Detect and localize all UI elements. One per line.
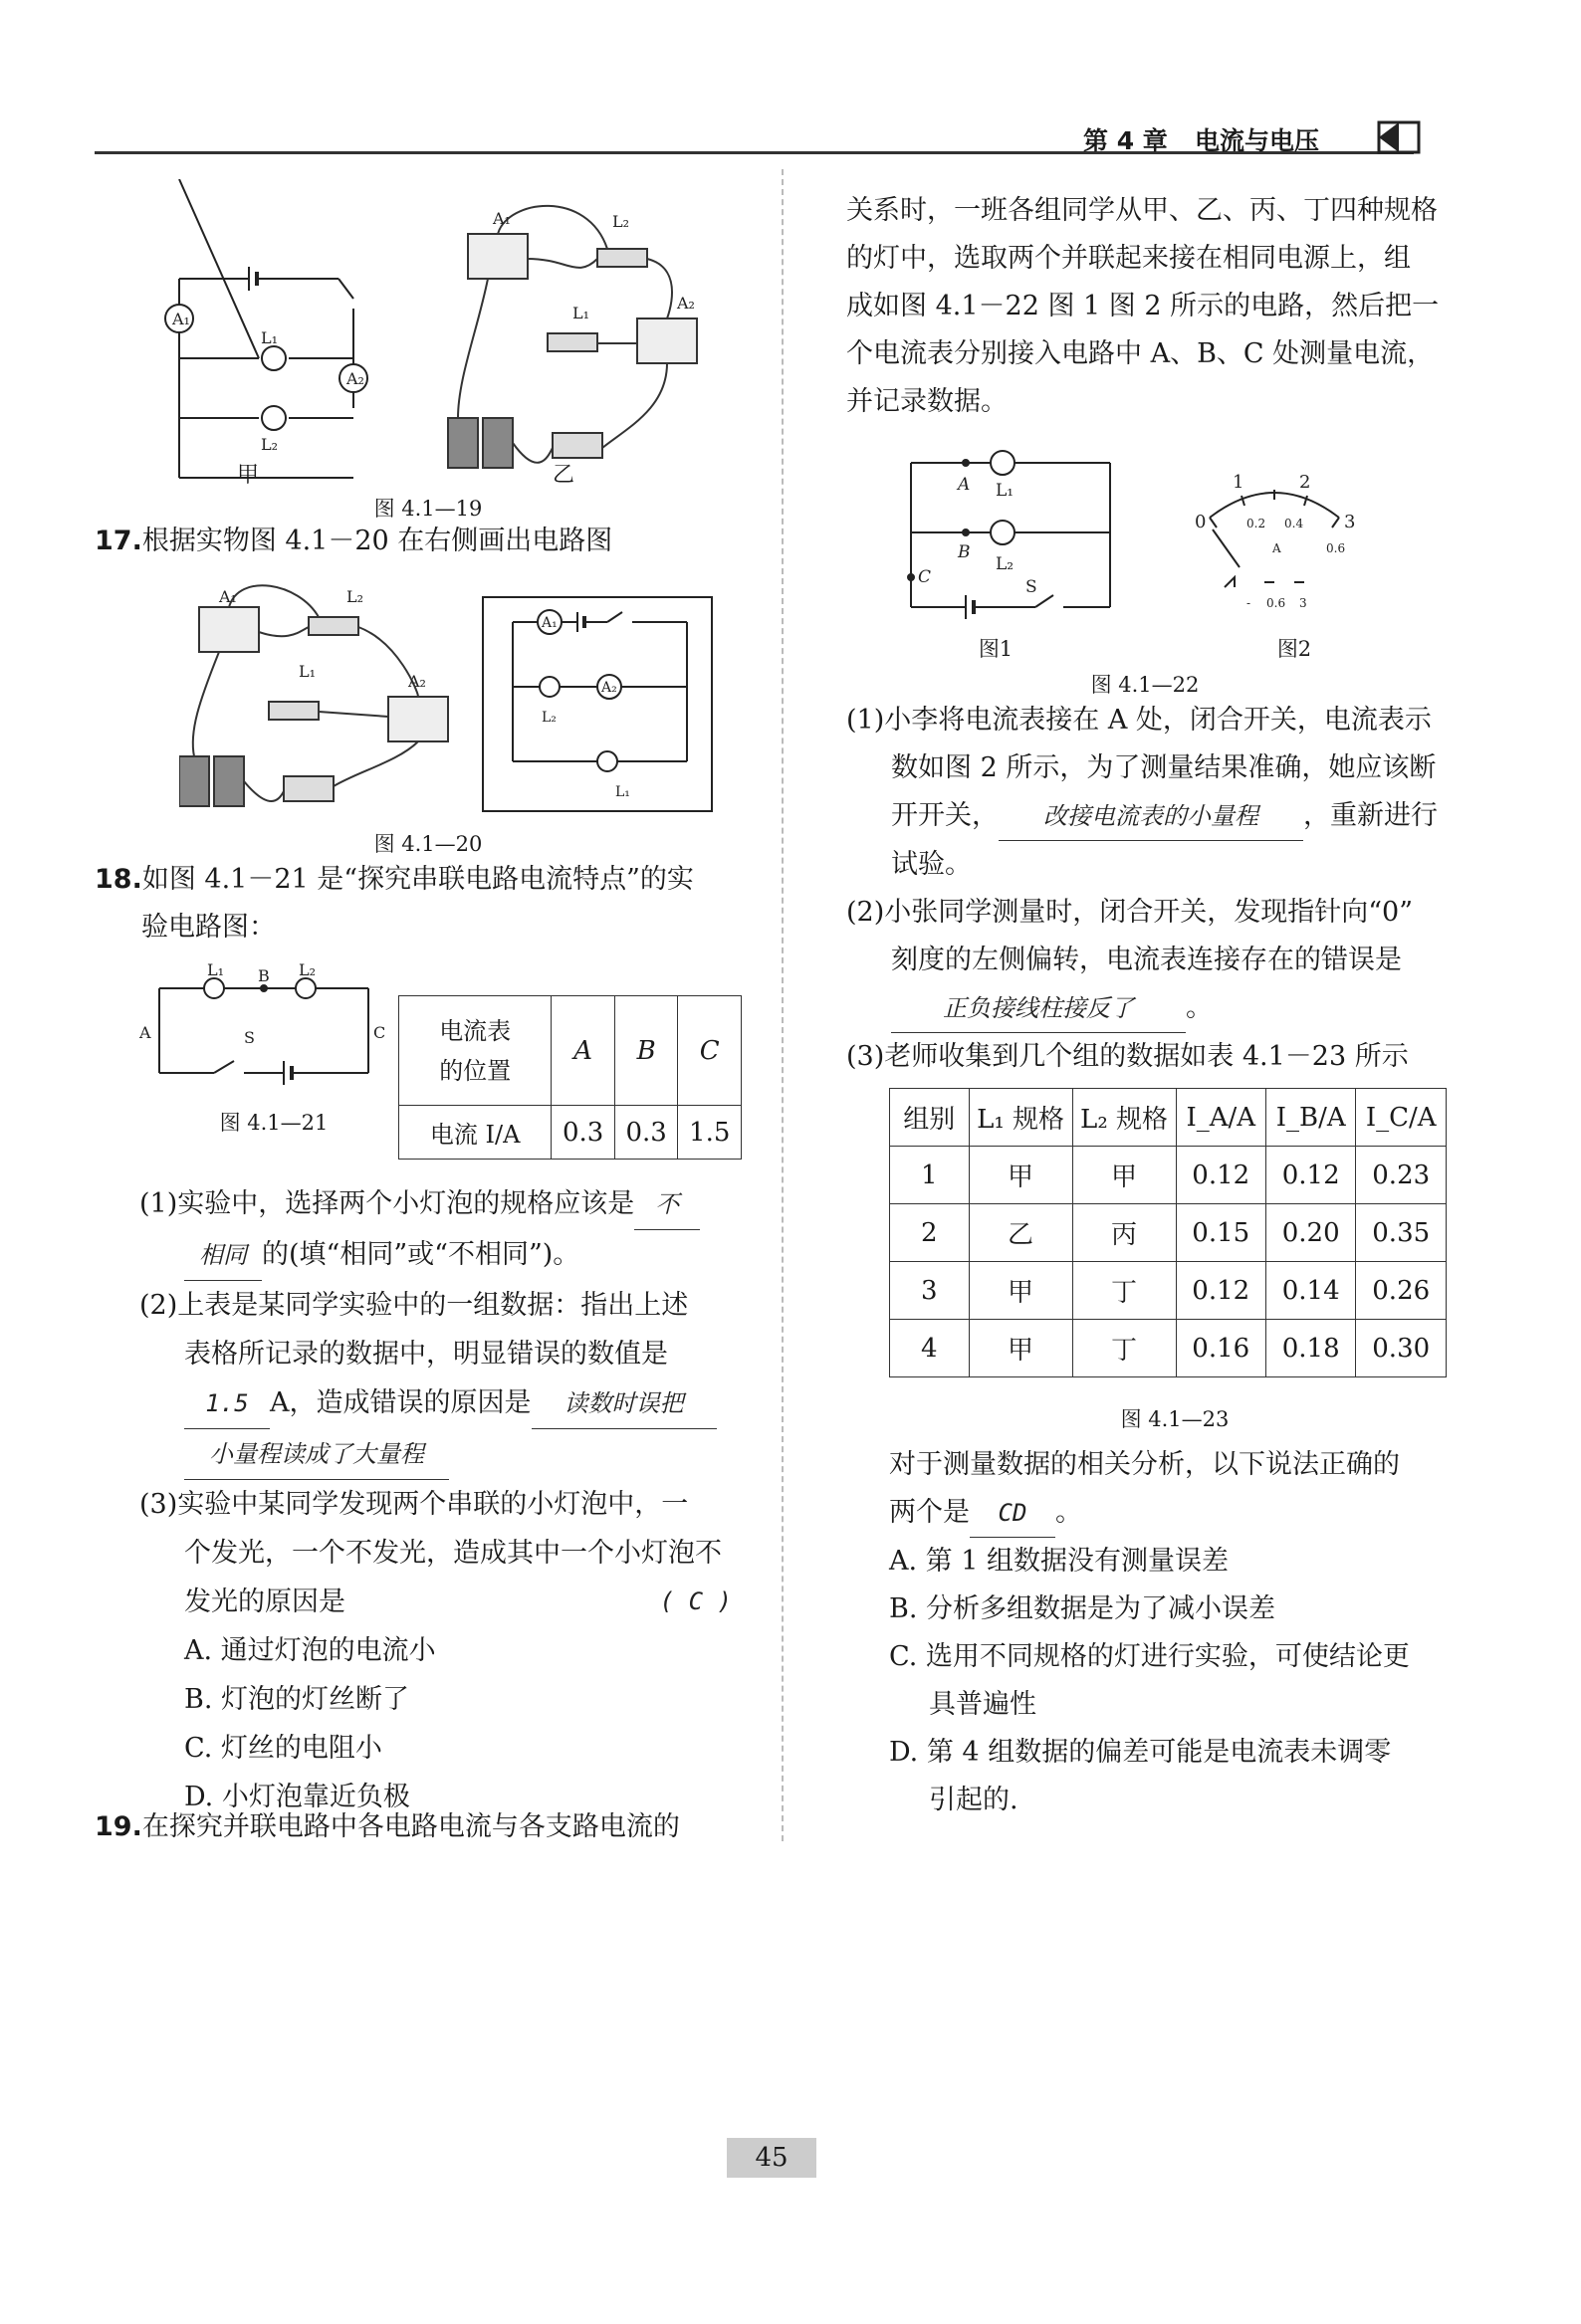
- q19-table-cell: 2: [890, 1204, 970, 1262]
- q19-p4-text: 对于测量数据的相关分析，以下说法正确的: [889, 1449, 1400, 1480]
- fig20-caption: 图 4.1—20: [373, 832, 483, 856]
- q19-table-cell: 0.14: [1265, 1262, 1355, 1320]
- circuit-yi: [448, 206, 697, 468]
- q19-option: A. 第 1 组数据没有测量误差: [889, 1546, 1230, 1577]
- q18-table-col: C: [678, 996, 742, 1106]
- q19-p3-text: (3)老师收集到几个组的数据如表 4.1－23 所示: [846, 1041, 1409, 1072]
- fig22-sub-caption-2: 图2: [1276, 637, 1312, 661]
- q18-p3-text: 个发光，一个不发光，造成其中一个小灯泡不: [184, 1538, 722, 1569]
- q19-table-cell: 乙: [969, 1204, 1072, 1262]
- q18-p2-answer: 1.5: [184, 1379, 270, 1429]
- q19-table-cell: 甲: [969, 1262, 1072, 1320]
- q19-p1-text: (1)小李将电流表接在 A 处，闭合开关，电流表示: [846, 705, 1432, 736]
- fig22-label: A: [958, 475, 971, 495]
- q18-p3-text: 发光的原因是: [184, 1586, 345, 1617]
- fig19-label: A₂: [346, 369, 364, 388]
- fig22-label: B: [958, 542, 971, 562]
- q18-p3-answer: ( C ): [659, 1587, 732, 1615]
- q19-table-cell: 0.20: [1265, 1204, 1355, 1262]
- header-chapter: 第 4 章: [1083, 126, 1168, 155]
- q19-p1-text: 试验。: [891, 849, 972, 880]
- q19-table-cell: 甲: [969, 1320, 1072, 1377]
- q18-p1-text: (1)实验中，选择两个小灯泡的规格应该是: [139, 1188, 635, 1219]
- q18-table-row-label: 电流 I/A: [399, 1106, 552, 1160]
- q18-p2-answer: 读数时误把: [532, 1379, 717, 1429]
- fig22-meter-label: 3: [1344, 512, 1356, 532]
- fig22-meter-label: A: [1272, 541, 1281, 555]
- q19-p2-text: (2)小张同学测量时，闭合开关，发现指针向“0”: [846, 897, 1414, 928]
- q19-table-cell: 甲: [969, 1147, 1072, 1204]
- fig22-meter-label: 0.2: [1246, 517, 1266, 530]
- q18-p2-text: A，造成错误的原因是: [270, 1387, 532, 1418]
- fig21-label: S: [244, 1028, 255, 1047]
- fig19-label: L₂: [612, 212, 630, 231]
- q18-option: D. 小灯泡靠近负极: [184, 1782, 410, 1812]
- header-title: 电流与电压: [1195, 126, 1320, 155]
- q19-line1: 在探究并联电路中各电路电流与各支路电流的: [141, 1811, 680, 1842]
- q17-number: 17.: [95, 526, 142, 556]
- q19-intro-line: 并记录数据。: [846, 386, 1008, 417]
- q19-parts: [846, 697, 1464, 1081]
- q19-table-cell: 0.30: [1356, 1320, 1447, 1377]
- q19-table: [889, 1088, 1447, 1377]
- q19-table-row: [890, 1320, 1447, 1377]
- q19-table-cell: 4: [890, 1320, 970, 1377]
- q19-start: [95, 1803, 791, 1851]
- fig19-label: A₁: [172, 310, 190, 328]
- fig22-meter-label: 0: [1195, 512, 1207, 532]
- q18-intro: [95, 856, 791, 951]
- q18-number: 18.: [95, 864, 142, 895]
- fig22-meter-label: 3: [1299, 596, 1307, 610]
- q19-table-cell: 丁: [1072, 1262, 1176, 1320]
- fig21-label: C: [373, 1023, 386, 1042]
- fig22-meter-label: 1: [1233, 472, 1244, 493]
- q19-option: 具普遍性: [929, 1689, 1036, 1720]
- q18-table-cell: 0.3: [552, 1106, 615, 1160]
- q18-p2-answer: 小量程读成了大量程: [184, 1430, 449, 1480]
- q18-p1-answer: 不: [634, 1180, 700, 1230]
- fig20-label: A₁: [219, 587, 237, 606]
- q19-intro-line: 关系时，一班各组同学从甲、乙、丙、丁四种规格: [846, 195, 1438, 226]
- fig19-label: L₁: [572, 304, 590, 322]
- figure-4-1-21: [134, 963, 403, 1093]
- q18-option: C. 灯丝的电阻小: [184, 1733, 382, 1764]
- fig20-label: L₁: [299, 662, 317, 681]
- fig21-label: L₂: [299, 963, 317, 979]
- q18-table-col: A: [552, 996, 615, 1106]
- header-logo-icon: [1374, 117, 1424, 157]
- figure-4-1-20: [179, 572, 737, 821]
- fig19-label: A₂: [677, 294, 695, 313]
- q19-p2-text: 。: [1186, 992, 1213, 1023]
- q18-p1-text: 的(填“相同”或“不相同”)。: [262, 1239, 580, 1270]
- q19-analysis: [889, 1441, 1467, 1824]
- q19-table-cell: 丁: [1072, 1320, 1176, 1377]
- q18-table-header: 电流表 的位置: [399, 996, 552, 1106]
- q19-table-cell: 0.12: [1176, 1262, 1265, 1320]
- q19-p1-text: 开开关，: [891, 800, 999, 831]
- q19-p1-text: ，重新进行: [1303, 800, 1438, 831]
- q19-p2-answer: 正负接线柱接反了: [891, 984, 1186, 1033]
- fig20-label: A₂: [408, 672, 426, 691]
- fig22-meter-label: 0.6: [1326, 541, 1346, 555]
- fig22-meter-label: -: [1246, 596, 1251, 610]
- q19-table-head: I_B/A: [1265, 1089, 1355, 1147]
- q19-p1-answer: 改接电流表的小量程: [999, 792, 1303, 841]
- fig19-label-yi: 乙: [553, 463, 575, 488]
- q19-table-cell: 0.12: [1176, 1147, 1265, 1204]
- q19-table-cell: 甲: [1072, 1147, 1176, 1204]
- q19-table-cell: 丙: [1072, 1204, 1176, 1262]
- fig20-label: L₂: [346, 587, 364, 606]
- q19-table-cell: 0.15: [1176, 1204, 1265, 1262]
- q19-table-cell: 0.12: [1265, 1147, 1355, 1204]
- q18-p2-text: 表格所记录的数据中，明显错误的数值是: [184, 1339, 668, 1370]
- q19-table-head: L₂ 规格: [1072, 1089, 1176, 1147]
- q19-intro: [846, 187, 1464, 426]
- q18-option: B. 灯泡的灯丝断了: [184, 1684, 410, 1715]
- q19-table-cell: 0.26: [1356, 1262, 1447, 1320]
- q18-table-col: B: [614, 996, 678, 1106]
- q18-parts: [139, 1179, 752, 1821]
- q18-p2-text: (2)上表是某同学实验中的一组数据：指出上述: [139, 1290, 689, 1321]
- fig20-diagram-label: A₂: [601, 680, 617, 696]
- q19-table-cell: 3: [890, 1262, 970, 1320]
- q19-intro-line: 成如图 4.1－22 图 1 图 2 所示的电路，然后把一: [846, 291, 1440, 321]
- q19-intro-line: 的灯中，选取两个并联起来接在相同电源上，组: [846, 243, 1411, 274]
- q19-option: D. 第 4 组数据的偏差可能是电流表未调零: [889, 1737, 1392, 1768]
- q19-table-head: 组别: [890, 1089, 970, 1147]
- q19-table-head: I_C/A: [1356, 1089, 1447, 1147]
- fig20-diagram-label: A₁: [542, 615, 558, 631]
- fig19-caption: 图 4.1—19: [373, 497, 483, 521]
- fig22-meter-label: 2: [1299, 472, 1311, 493]
- page-number: 45: [727, 2138, 816, 2178]
- q18-table-cell: 1.5: [678, 1106, 742, 1160]
- q19-intro-line: 个电流表分别接入电路中 A、B、C 处测量电流，: [846, 338, 1435, 369]
- fig20-diagram-label: L₂: [542, 710, 557, 726]
- q19-p4-answer: CD: [970, 1489, 1055, 1538]
- fig22-label: C: [918, 567, 932, 587]
- q19-p4-text: 两个是: [889, 1497, 970, 1528]
- q18-intro-line2: 验电路图：: [141, 912, 276, 943]
- q19-option: C. 选用不同规格的灯进行实验，可使结论更: [889, 1641, 1410, 1672]
- q19-p1-text: 数如图 2 所示，为了测量结果准确，她应该断: [891, 752, 1437, 783]
- q19-table-cell: 0.23: [1356, 1147, 1447, 1204]
- fig22-label: L₁: [996, 481, 1015, 501]
- q18-p1-answer: 相同: [184, 1231, 262, 1281]
- q19-table-cell: 0.18: [1265, 1320, 1355, 1377]
- fig22-caption: 图 4.1—22: [1090, 673, 1200, 697]
- q18-intro-line1: 如图 4.1－21 是“探究串联电路电流特点”的实: [141, 864, 694, 895]
- q17-text: 根据实物图 4.1－20 在右侧画出电路图: [141, 526, 613, 556]
- q19-table-cell: 1: [890, 1147, 970, 1204]
- q19-p4-text: 。: [1055, 1497, 1082, 1528]
- column-divider: [782, 169, 784, 1841]
- fig22-label: S: [1025, 577, 1037, 597]
- q19-p2-text: 刻度的左侧偏转，电流表连接存在的错误是: [891, 945, 1402, 975]
- q17: [95, 518, 791, 565]
- fig21-caption: 图 4.1—21: [219, 1111, 329, 1135]
- q19-table-head: I_A/A: [1176, 1089, 1265, 1147]
- q19-option: B. 分析多组数据是为了减小误差: [889, 1593, 1276, 1624]
- fig21-label: B: [258, 966, 270, 985]
- q19-table-row: [890, 1204, 1447, 1262]
- fig22-label: L₂: [996, 554, 1015, 574]
- fig22-meter-label: 0.4: [1284, 517, 1304, 530]
- q19-table-head: L₁ 规格: [969, 1089, 1072, 1147]
- fig19-label-jia: 甲: [237, 463, 260, 488]
- q19-table-cell: 0.35: [1356, 1204, 1447, 1262]
- q19-table-cell: 0.16: [1176, 1320, 1265, 1377]
- q18-table: [398, 995, 742, 1160]
- fig20-diagram-label: L₁: [615, 784, 630, 800]
- q19-table-row: [890, 1147, 1447, 1204]
- q18-table-cell: 0.3: [614, 1106, 678, 1160]
- fig19-label: L₁: [261, 328, 279, 347]
- fig19-label: L₂: [261, 435, 279, 454]
- fig21-label: L₁: [207, 963, 225, 979]
- q19-number: 19.: [95, 1811, 142, 1842]
- q19-table-row: [890, 1262, 1447, 1320]
- fig19-label: A₁: [493, 209, 511, 228]
- q19-option: 引起的.: [929, 1785, 1018, 1815]
- q18-option: A. 通过灯泡的电流小: [184, 1635, 436, 1666]
- q18-p3-text: (3)实验中某同学发现两个串联的小灯泡中，一: [139, 1489, 689, 1520]
- fig21-label: A: [139, 1023, 151, 1042]
- q19-table-caption: 图 4.1—23: [1120, 1407, 1230, 1431]
- fig22-meter-label: 0.6: [1266, 596, 1286, 610]
- fig22-sub-caption-1: 图1: [978, 637, 1014, 661]
